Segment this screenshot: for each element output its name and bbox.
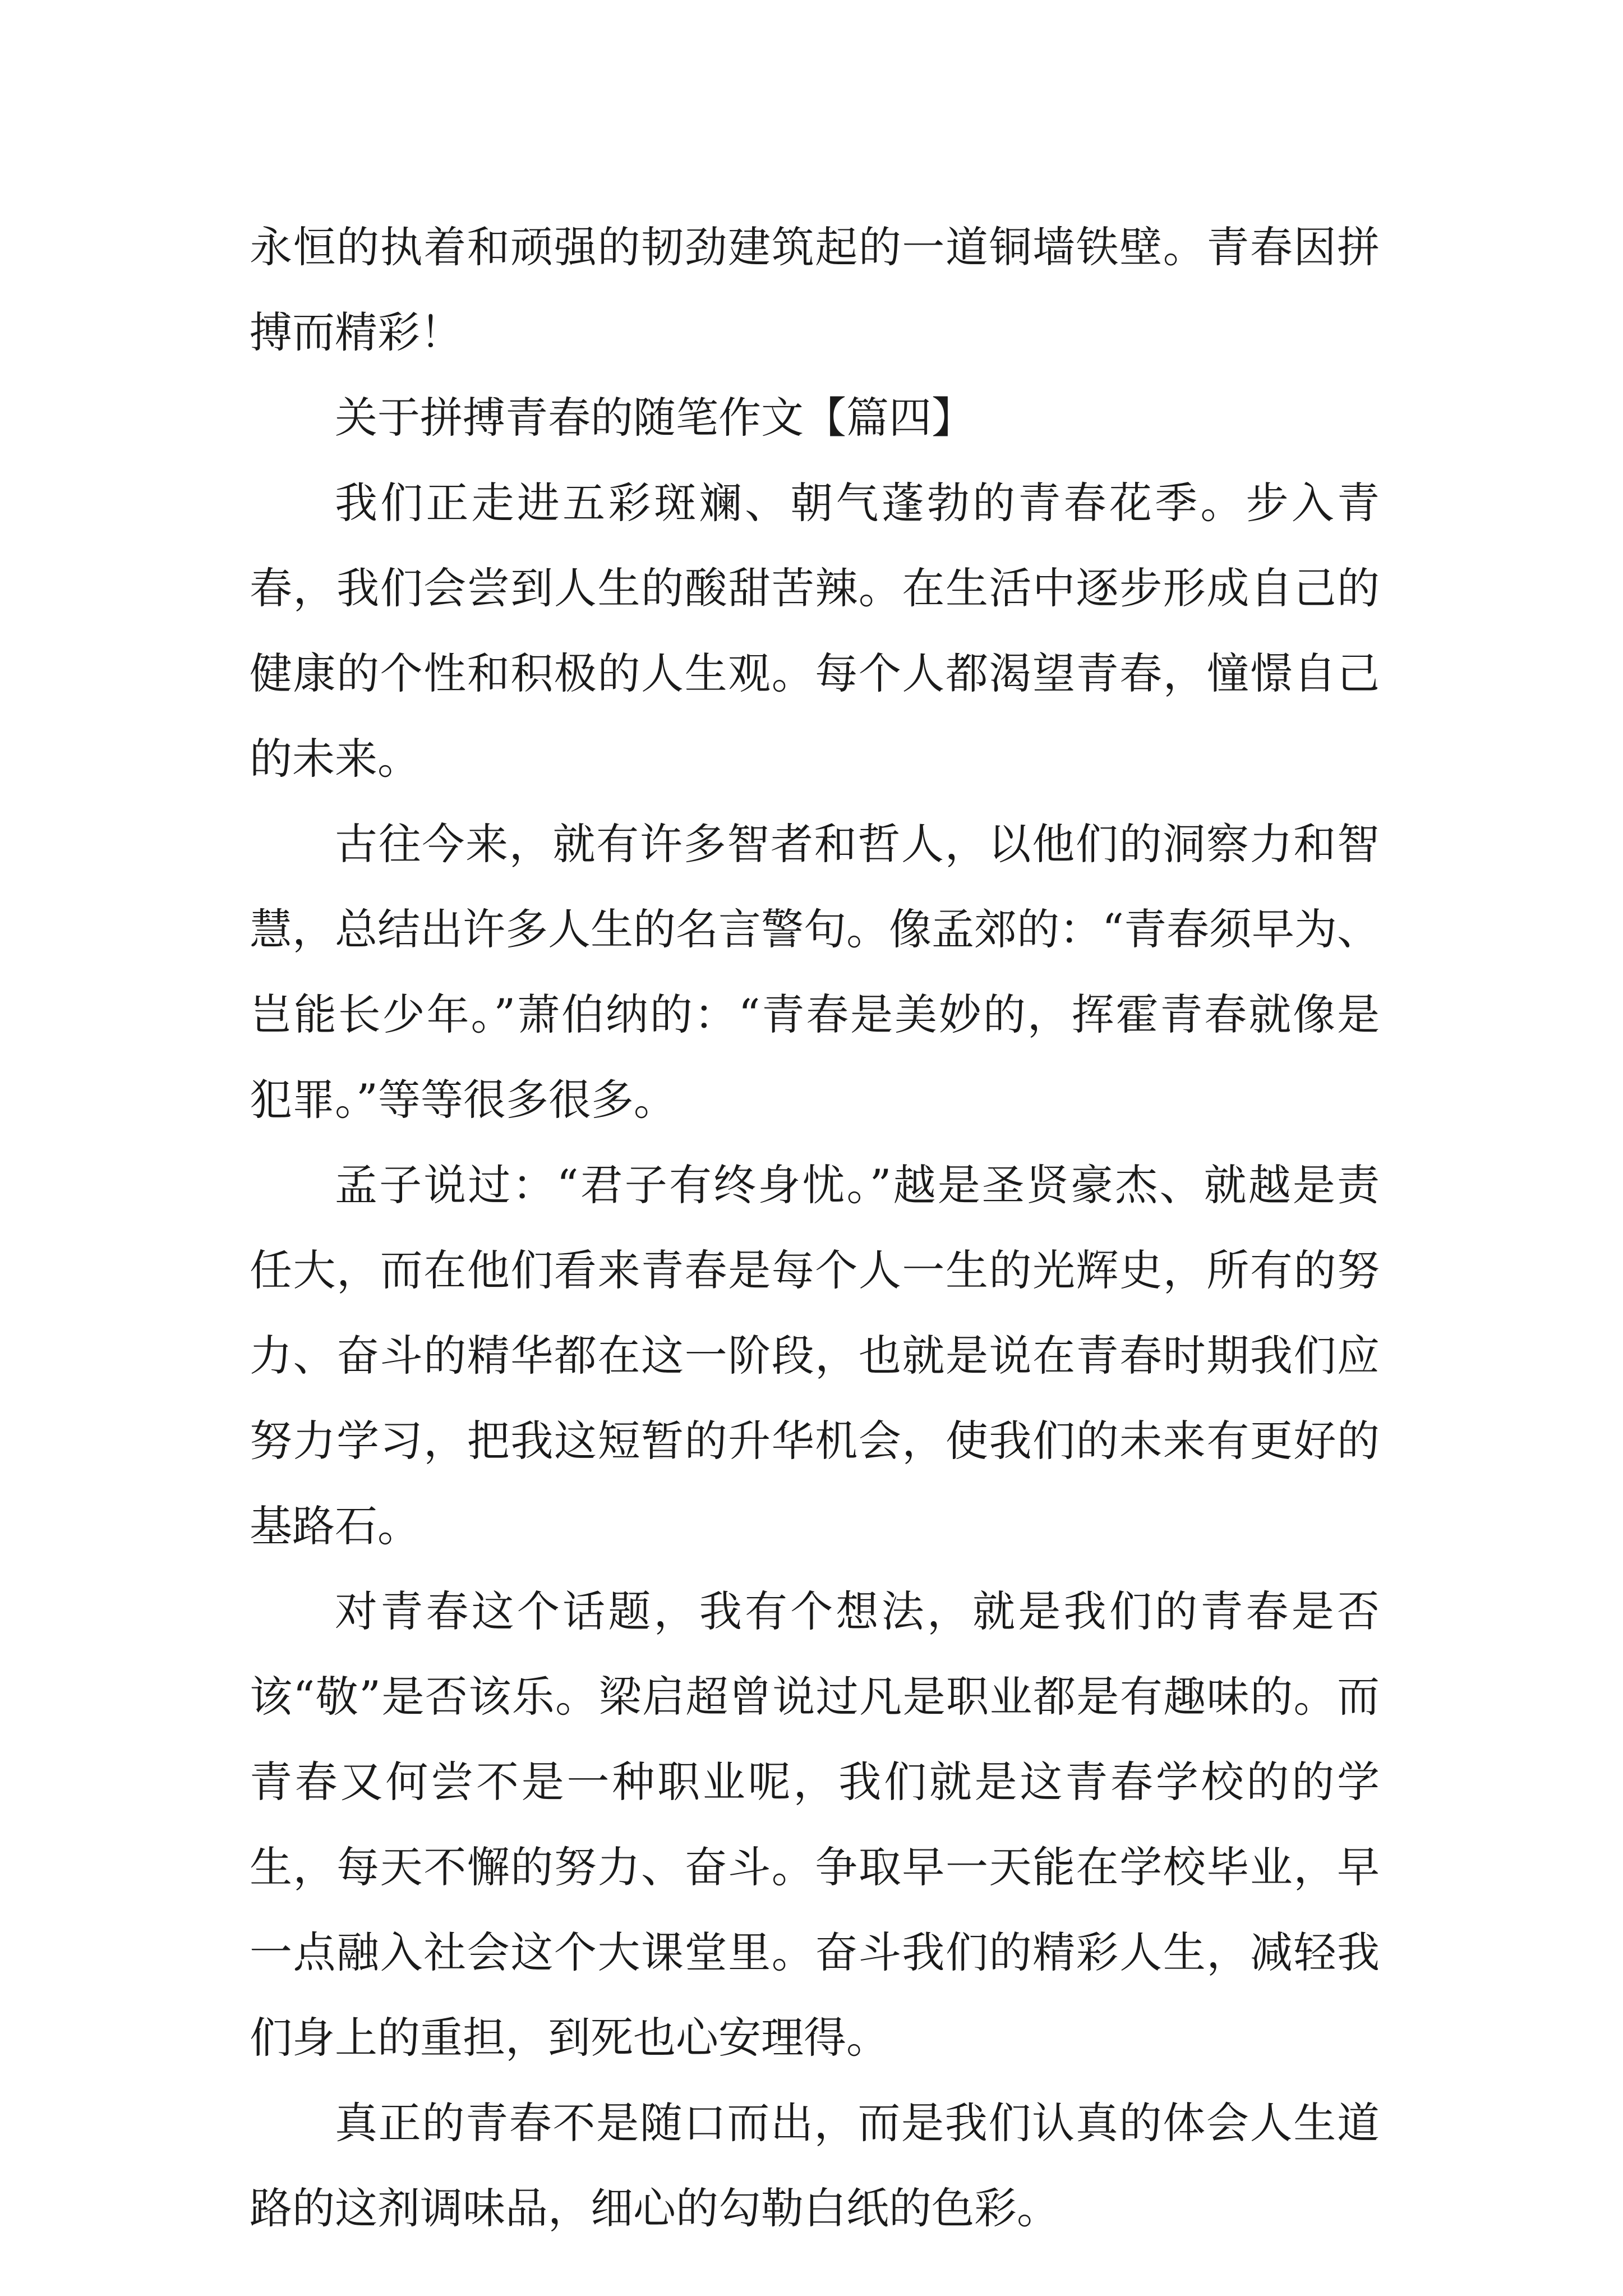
paragraph: 对青春这个话题，我有个想法，就是我们的青春是否该“敬”是否该乐。梁启超曾说过凡是职业都是有趣味的。而青春又何尝不是一种职业呢，我们就是这青春学校的的学生，每天不懈的努力、奋斗。争取早一天能在学校毕业，早一点融入社会这个大课堂里。奋斗我们的精彩人生，减轻我们身上的重担，到死也心安理得。 bbox=[250, 1586, 1380, 2063]
paragraph: 我们正走进五彩斑斓、朝气蓬勃的青春花季。步入青春，我们会尝到人生的酸甜苦辣。在生活中逐步形成自己的健康的个性和积极的人生观。每个人都渴望青春，憧憬自己的未来。 bbox=[250, 478, 1380, 784]
paragraph-continuation: 永恒的执着和顽强的韧劲建筑起的一道铜墙铁壁。青春因拼搏而精彩！ bbox=[250, 222, 1380, 357]
paragraph: 孟子说过：“君子有终身忧。”越是圣贤豪杰、就越是责任大，而在他们看来青春是每个人一生的光辉史，所有的努力、奋斗的精华都在这一阶段，也就是说在青春时期我们应努力学习，把我这短暂的升华机会，使我们的未来有更好的基路石。 bbox=[250, 1160, 1380, 1551]
section-heading: 关于拼搏青春的随笔作文【篇四】 bbox=[335, 393, 974, 443]
document-body bbox=[250, 205, 1380, 2251]
paragraph: 古往今来，就有许多智者和哲人，以他们的洞察力和智慧，总结出许多人生的名言警句。像孟郊的：“青春须早为、岂能长少年。”萧伯纳的：“青春是美妙的，挥霍青春就像是犯罪。”等等很多很多。 bbox=[250, 819, 1380, 1125]
paragraph: 真正的青春不是随口而出，而是我们认真的体会人生道路的这剂调味品，细心的勾勒白纸的色彩。 bbox=[250, 2098, 1380, 2233]
